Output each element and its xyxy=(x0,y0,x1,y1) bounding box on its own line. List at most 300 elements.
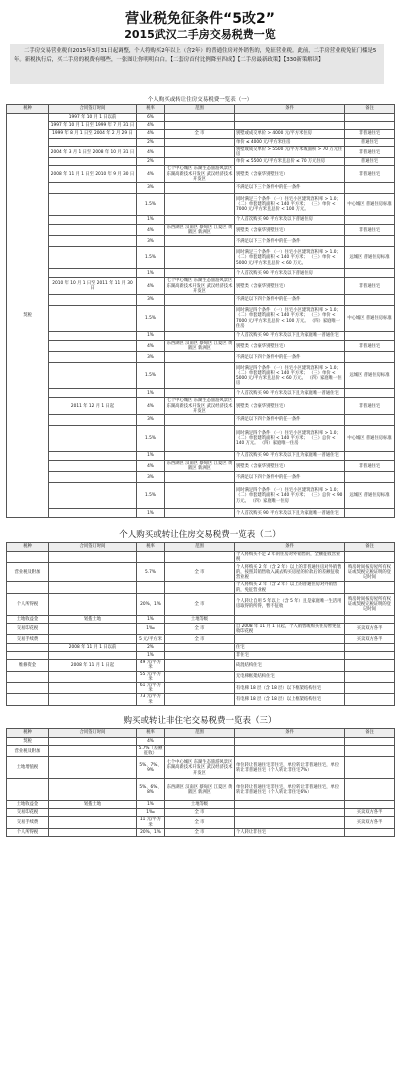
note-cell xyxy=(345,269,395,278)
condition-cell xyxy=(235,801,345,809)
tax-cell: 土地收益金 xyxy=(7,801,49,809)
table-row xyxy=(7,817,395,828)
table2-body xyxy=(7,552,395,706)
column-header: 范围 xyxy=(165,729,235,738)
note-cell xyxy=(345,415,395,426)
table-row xyxy=(7,225,395,236)
note-cell: 买卖双方各半 xyxy=(345,809,395,817)
range-cell xyxy=(165,552,235,563)
condition-cell: 同时满足三个条件 （一）住宅小区建筑容积率 > 1.0； （二）单套建筑面积 < 140 平方米； （三）单价 < 7000 元/平方米且总价 < 100 万元。 xyxy=(235,194,345,216)
table-row xyxy=(7,341,395,352)
table-row xyxy=(7,158,395,166)
table3 xyxy=(6,728,395,837)
rate-cell: 4% xyxy=(137,461,165,472)
range-cell xyxy=(165,139,235,147)
time-cell xyxy=(49,582,137,593)
table-row xyxy=(7,593,395,615)
range-cell xyxy=(165,269,235,278)
time-cell xyxy=(49,158,137,166)
note-cell xyxy=(345,660,395,671)
rate-cell: 4% xyxy=(137,738,165,746)
range-cell: 七个中心城区 东湖生态旅游风景区 东湖高新技术开发区 武汉经济技术开发区 xyxy=(165,757,235,779)
table3-header-row xyxy=(7,729,395,738)
condition-cell xyxy=(235,122,345,130)
note-cell xyxy=(345,694,395,705)
range-cell: 全 市 xyxy=(165,635,235,644)
note-cell: 中心城区 普通住房标准 xyxy=(345,426,395,452)
rate-cell: 3% xyxy=(137,415,165,426)
time-cell xyxy=(49,828,137,836)
time-cell xyxy=(49,247,137,269)
page-subtitle: 2015武汉二手房交易税费一览 xyxy=(124,28,276,41)
intro-box xyxy=(10,44,384,84)
range-cell xyxy=(165,660,235,671)
note-cell: 中心城区 普通住房标准 xyxy=(345,194,395,216)
time-cell xyxy=(49,269,137,278)
tax-cell: 交易手续费 xyxy=(7,817,49,828)
note-cell: 中心城区 普通住房标准 xyxy=(345,306,395,332)
time-cell xyxy=(49,757,137,779)
time-cell xyxy=(49,426,137,452)
rate-cell: 1% xyxy=(137,452,165,461)
column-header: 备注 xyxy=(345,729,395,738)
note-cell xyxy=(345,352,395,363)
rate-cell: 4% xyxy=(137,130,165,139)
table3-body xyxy=(7,738,395,837)
condition-cell: 有电梯 18 层（含 18 层）以下框架结构住宅 xyxy=(235,683,345,694)
table-row xyxy=(7,216,395,225)
condition-cell: 别墅类（含豪华别墅住宅） xyxy=(235,278,345,295)
table3-caption: 购买或转让非住宅交易税费一览表（三） xyxy=(123,716,277,726)
range-cell: 东西湖区 汉南区 蔡甸区 江夏区 黄陂区 新洲区 xyxy=(165,779,235,801)
column-header: 税率 xyxy=(137,543,165,552)
rate-cell: 1.5% xyxy=(137,363,165,389)
tax-cell: 交易印花税 xyxy=(7,809,49,817)
range-cell: 七个中心城区 东湖生态旅游风景区 东湖高新技术开发区 武汉经济技术开发区 xyxy=(165,398,235,415)
condition-cell: 自 2008 年 11 月 1 日起，个人销售或购买住房暂免征收印花税 xyxy=(235,623,345,634)
table-row xyxy=(7,452,395,461)
column-header: 条件 xyxy=(235,729,345,738)
column-header: 税率 xyxy=(137,105,165,114)
range-cell xyxy=(165,746,235,757)
table-row xyxy=(7,398,395,415)
rate-cell: 20%，1% xyxy=(137,828,165,836)
rate-cell: 4% xyxy=(137,147,165,158)
range-cell: 全 市 xyxy=(165,593,235,615)
tax-cell: 交易手续费 xyxy=(7,635,49,644)
time-cell xyxy=(49,483,137,509)
condition-cell: 别墅类（含豪华别墅住宅） xyxy=(235,166,345,183)
column-header: 税种 xyxy=(7,729,49,738)
range-cell xyxy=(165,738,235,746)
column-header: 合同签订时间 xyxy=(49,729,137,738)
column-header: 合同签订时间 xyxy=(49,543,137,552)
column-header: 条件 xyxy=(235,105,345,114)
table-row xyxy=(7,147,395,158)
table-row xyxy=(7,652,395,660)
time-cell xyxy=(49,183,137,194)
range-cell: 七个中心城区 东湖生态旅游风景区 东湖高新技术开发区 武汉经济技术开发区 xyxy=(165,166,235,183)
table-row xyxy=(7,801,395,809)
time-cell xyxy=(49,452,137,461)
condition-cell: 单价 ≤ 5500 元/平方米且总价 ≤ 70 万元住房 xyxy=(235,158,345,166)
tax-cell xyxy=(7,671,49,682)
rate-cell: 1.5% xyxy=(137,426,165,452)
condition-cell: 个人首次购买 90 平方米及以下且为家庭唯一普通住宅 xyxy=(235,509,345,518)
table-row xyxy=(7,194,395,216)
rate-cell: 1% xyxy=(137,269,165,278)
rate-cell: 3% xyxy=(137,183,165,194)
note-cell xyxy=(345,644,395,652)
condition-cell: 别墅类（含豪华别墅住宅） xyxy=(235,341,345,352)
tax-cell: 契税 xyxy=(7,738,49,746)
time-cell: 2008 年 11 月 1 日起 xyxy=(49,660,137,671)
table-row xyxy=(7,683,395,694)
range-cell xyxy=(165,389,235,398)
table-row xyxy=(7,114,395,122)
table2-caption: 个人购买或转让住房交易税费一览表（二） xyxy=(119,530,281,540)
tax-cell xyxy=(7,694,49,705)
table-row xyxy=(7,278,395,295)
rate-cell: 1% xyxy=(137,389,165,398)
tax-cell xyxy=(7,644,49,652)
table-row xyxy=(7,461,395,472)
time-cell xyxy=(49,552,137,563)
range-cell xyxy=(165,472,235,483)
condition-cell: 个人将购买 2 年（含 2 年）以上的非普通住房对外销售的，按照其销售收入减去购买房屋的价款后的差额征收营业税 xyxy=(235,563,345,582)
tax-cell xyxy=(7,779,49,801)
time-cell xyxy=(49,352,137,363)
rate-cell: 20%，1% xyxy=(137,593,165,615)
table-row xyxy=(7,426,395,452)
range-cell xyxy=(165,114,235,122)
table-row xyxy=(7,757,395,779)
table-row xyxy=(7,738,395,746)
table-row xyxy=(7,623,395,634)
range-cell: 全 市 xyxy=(165,828,235,836)
condition-cell: 单价 ≤ 4000 元/平方米住房 xyxy=(235,139,345,147)
table-row xyxy=(7,635,395,644)
page-title: 营业税免征条件“5改2” xyxy=(125,11,275,27)
time-cell xyxy=(49,341,137,352)
note-cell: 非普通住宅 xyxy=(345,398,395,415)
time-cell: 2004 年 3 月 1 日至 2008 年 10 月 31 日 xyxy=(49,147,137,158)
note-cell xyxy=(345,828,395,836)
note-cell xyxy=(345,683,395,694)
range-cell xyxy=(165,426,235,452)
condition-cell: 不满足以下四个条件中的任一条件 xyxy=(235,415,345,426)
table-row xyxy=(7,809,395,817)
table1-body xyxy=(7,114,395,518)
note-cell xyxy=(345,652,395,660)
rate-cell: 1.5% xyxy=(137,483,165,509)
rate-cell: 61 元/平方米 xyxy=(137,683,165,694)
time-cell xyxy=(49,694,137,705)
table-row xyxy=(7,389,395,398)
rate-cell: 2% xyxy=(137,644,165,652)
rate-cell xyxy=(137,582,165,593)
tax-cell: 个人所得税 xyxy=(7,828,49,836)
condition-cell: 别墅类（含豪华别墅住宅） xyxy=(235,461,345,472)
rate-cell: 3% xyxy=(137,295,165,306)
table2 xyxy=(6,542,395,706)
table-row xyxy=(7,472,395,483)
table-row xyxy=(7,828,395,836)
note-cell xyxy=(345,122,395,130)
note-cell: 非普通住宅 xyxy=(345,130,395,139)
note-cell xyxy=(345,389,395,398)
table-row xyxy=(7,247,395,269)
time-cell xyxy=(49,461,137,472)
rate-cell: 5.7%（差额征收） xyxy=(137,746,165,757)
rate-cell xyxy=(137,552,165,563)
note-cell xyxy=(345,236,395,247)
table-row xyxy=(7,552,395,563)
note-cell: 非普通住宅 xyxy=(345,225,395,236)
note-cell xyxy=(345,472,395,483)
note-cell xyxy=(345,738,395,746)
table-row xyxy=(7,332,395,341)
column-header: 范围 xyxy=(165,105,235,114)
range-cell xyxy=(165,247,235,269)
condition-cell: 别墅或成交单价 > 4000 元/平方米住房 xyxy=(235,130,345,139)
rate-cell: 3% xyxy=(137,352,165,363)
range-cell xyxy=(165,671,235,682)
range-cell: 东西湖区 汉南区 蔡甸区 江夏区 黄陂区 新洲区 xyxy=(165,225,235,236)
note-cell xyxy=(345,779,395,801)
time-cell xyxy=(49,415,137,426)
time-cell xyxy=(49,683,137,694)
time-cell xyxy=(49,746,137,757)
column-header: 税种 xyxy=(7,105,49,114)
range-cell xyxy=(165,236,235,247)
range-cell xyxy=(165,158,235,166)
rate-cell: 5.7% xyxy=(137,563,165,582)
tax-cell: 契税 xyxy=(7,114,49,518)
column-header: 范围 xyxy=(165,543,235,552)
condition-cell: 有电梯 18 层（含 18 层）以上框架结构住宅 xyxy=(235,694,345,705)
time-cell xyxy=(49,225,137,236)
range-cell: 全 市 xyxy=(165,623,235,634)
condition-cell xyxy=(235,635,345,644)
table-row xyxy=(7,352,395,363)
note-cell: 购房时间按房屋所有权证或契税完税证明的登记时间 xyxy=(345,563,395,582)
note-cell xyxy=(345,114,395,122)
table-row xyxy=(7,660,395,671)
table1-caption: 个人购买或转让住房交易税费一览表（一） xyxy=(147,97,253,103)
range-cell: 东西湖区 汉南区 蔡甸区 江夏区 黄陂区 新洲区 xyxy=(165,461,235,472)
tax-cell: 土地收益金 xyxy=(7,615,49,623)
rate-cell: 1% xyxy=(137,216,165,225)
table-row xyxy=(7,644,395,652)
time-cell xyxy=(49,332,137,341)
note-cell: 非普通住宅 xyxy=(345,341,395,352)
note-cell: 买卖双方各半 xyxy=(345,623,395,634)
condition-cell: 个人首次购买 90 平方米及以下普通住房 xyxy=(235,269,345,278)
condition-cell: 同时满足四个条件 （一）住宅小区建筑容积率 > 1.0； （二）单套建筑面积 < 140 平方米； （三）单价 < 7000 元/平方米且总价 < 100 万元。 （四）家庭唯一住房 xyxy=(235,306,345,332)
rate-cell: 1% xyxy=(137,615,165,623)
table-row xyxy=(7,306,395,332)
rate-cell: 11 元/平方米 xyxy=(137,817,165,828)
range-cell xyxy=(165,352,235,363)
range-cell: 全 市 xyxy=(165,130,235,139)
table-row xyxy=(7,122,395,130)
condition-cell xyxy=(235,114,345,122)
rate-cell: 3% xyxy=(137,236,165,247)
rate-cell: 1% xyxy=(137,652,165,660)
condition-cell: 非住宅 xyxy=(235,652,345,660)
column-header: 备注 xyxy=(345,105,395,114)
range-cell xyxy=(165,694,235,705)
table-row xyxy=(7,779,395,801)
condition-cell: 单位转让普通住宅非住宅，单位转让非普通住宅，单位转让非普通住宅（个人转让非住宅7%） xyxy=(235,757,345,779)
table2-header-row xyxy=(7,543,395,552)
condition-cell: 别墅类（含豪华别墅住宅） xyxy=(235,225,345,236)
condition-cell xyxy=(235,809,345,817)
note-cell xyxy=(345,216,395,225)
range-cell xyxy=(165,509,235,518)
rate-cell: 1.5% xyxy=(137,194,165,216)
rate-cell: 3% xyxy=(137,472,165,483)
note-cell: 非普通住宅 xyxy=(345,147,395,158)
range-cell xyxy=(165,483,235,509)
range-cell xyxy=(165,582,235,593)
range-cell xyxy=(165,332,235,341)
time-cell xyxy=(49,194,137,216)
tax-cell: 营业税及附加 xyxy=(7,563,49,582)
condition-cell: 个人转让非住宅 xyxy=(235,828,345,836)
note-cell xyxy=(345,746,395,757)
rate-cell: 4% xyxy=(137,278,165,295)
condition-cell xyxy=(235,817,345,828)
time-cell xyxy=(49,652,137,660)
time-cell xyxy=(49,236,137,247)
rate-cell: 4% xyxy=(137,398,165,415)
range-cell: 东西湖区 汉南区 蔡甸区 江夏区 黄陂区 新洲区 xyxy=(165,341,235,352)
range-cell: 七个中心城区 东湖生态旅游风景区 东湖高新技术开发区 武汉经济技术开发区 xyxy=(165,278,235,295)
rate-cell: 2% xyxy=(137,158,165,166)
time-cell xyxy=(49,216,137,225)
range-cell xyxy=(165,644,235,652)
note-cell: 普通住宅 xyxy=(345,139,395,147)
condition-cell: 别墅类（含豪华别墅住宅） xyxy=(235,398,345,415)
condition-cell xyxy=(235,615,345,623)
rate-cell: 55 元/平方米 xyxy=(137,671,165,682)
rate-cell: 1% xyxy=(137,332,165,341)
condition-cell: 砖混结构住宅 xyxy=(235,660,345,671)
rate-cell: 1% xyxy=(137,509,165,518)
table-row xyxy=(7,139,395,147)
range-cell: 土地等级 xyxy=(165,615,235,623)
condition-cell: 不满足以下四个条件中的任一条件 xyxy=(235,472,345,483)
column-header: 税种 xyxy=(7,543,49,552)
condition-cell: 个人将购买 2 年（含 2 年）以上的普通住房对外销售的，免征营业税 xyxy=(235,582,345,593)
condition-cell: 个人转让自用 5 年以上（含 5 年）且是家庭唯一生活用房取得的所得，暂不征收 xyxy=(235,593,345,615)
rate-cell: 1% xyxy=(137,801,165,809)
time-cell xyxy=(49,809,137,817)
tax-cell: 交易印花税 xyxy=(7,623,49,634)
table-row xyxy=(7,483,395,509)
table-row xyxy=(7,363,395,389)
time-cell xyxy=(49,563,137,582)
note-cell: 远城区 普通住房标准 xyxy=(345,363,395,389)
condition-cell: 同时满足四个条件 （一）住宅小区建筑容积率 > 1.0； （二）单套建筑面积 < 140 平方米； （三）总价 < 140 万元。 （四）家庭唯一住房 xyxy=(235,426,345,452)
time-cell xyxy=(49,389,137,398)
rate-cell: 1‰ xyxy=(137,623,165,634)
range-cell xyxy=(165,363,235,389)
condition-cell: 同时满足四个条件 （一）住宅小区建筑容积率 > 1.0； （二）单套建筑面积 < 140 平方米； （三）单价 < 5000 元/平方米且总价 < 60 万元。 （四）家庭唯一住房 xyxy=(235,363,345,389)
tax-cell: 维修资金 xyxy=(7,660,49,671)
tax-cell xyxy=(7,552,49,563)
note-cell: 远城区 普通住房标准 xyxy=(345,483,395,509)
rate-cell: 2% xyxy=(137,139,165,147)
time-cell xyxy=(49,779,137,801)
time-cell xyxy=(49,306,137,332)
condition-cell: 个人首次购买 90 平方米及以下且为家庭唯一普通住宅 xyxy=(235,332,345,341)
range-cell: 全 市 xyxy=(165,809,235,817)
table-row xyxy=(7,746,395,757)
time-cell xyxy=(49,363,137,389)
condition-cell: 个人首次购买 90 平方米及以下普通住房 xyxy=(235,216,345,225)
time-cell: 2008 年 11 月 1 日以前 xyxy=(49,644,137,652)
rate-cell: 1.5% xyxy=(137,306,165,332)
note-cell: 非普通住宅 xyxy=(345,278,395,295)
table-row xyxy=(7,615,395,623)
time-cell: 划拨土地 xyxy=(49,801,137,809)
range-cell xyxy=(165,122,235,130)
table-row xyxy=(7,183,395,194)
note-cell xyxy=(345,509,395,518)
rate-cell: 5%、7%、9% xyxy=(137,757,165,779)
rate-cell: 6% xyxy=(137,114,165,122)
condition-cell: 单位转让普通住宅非住宅，单位转让非普通住宅，单位转让非普通住宅（个人转让非住宅6%） xyxy=(235,779,345,801)
time-cell xyxy=(49,472,137,483)
range-cell: 土地等级 xyxy=(165,801,235,809)
note-cell xyxy=(345,452,395,461)
time-cell: 划拨土地 xyxy=(49,615,137,623)
note-cell xyxy=(345,757,395,779)
range-cell xyxy=(165,295,235,306)
note-cell: 非普通住宅 xyxy=(345,166,395,183)
condition-cell xyxy=(235,738,345,746)
time-cell xyxy=(49,509,137,518)
rate-cell: 73 元/平方米 xyxy=(137,694,165,705)
time-cell: 1997 年 10 月 1 日以前 xyxy=(49,114,137,122)
condition-cell: 无电梯框架结构住宅 xyxy=(235,671,345,682)
table-row xyxy=(7,509,395,518)
range-cell: 全 市 xyxy=(165,563,235,582)
note-cell: 远城区 普通住房标准 xyxy=(345,247,395,269)
table-row xyxy=(7,295,395,306)
note-cell xyxy=(345,552,395,563)
note-cell xyxy=(345,582,395,593)
range-cell xyxy=(165,216,235,225)
rate-cell: 5%、6%、8% xyxy=(137,779,165,801)
time-cell: 2010 年 10 月 1 日至 2011 年 11 月 30 日 xyxy=(49,278,137,295)
table-row xyxy=(7,563,395,582)
range-cell xyxy=(165,147,235,158)
condition-cell: 别墅或成交单价 > 5500 元/平方米或面积 > 70 万元住房 xyxy=(235,147,345,158)
note-cell xyxy=(345,332,395,341)
range-cell xyxy=(165,415,235,426)
table1-header-row xyxy=(7,105,395,114)
condition-cell: 住宅 xyxy=(235,644,345,652)
table-row xyxy=(7,130,395,139)
condition-cell: 个人将购买不足 2 年的住房对外销售的，全额征收营业税 xyxy=(235,552,345,563)
range-cell xyxy=(165,306,235,332)
note-cell xyxy=(345,801,395,809)
tax-cell xyxy=(7,683,49,694)
